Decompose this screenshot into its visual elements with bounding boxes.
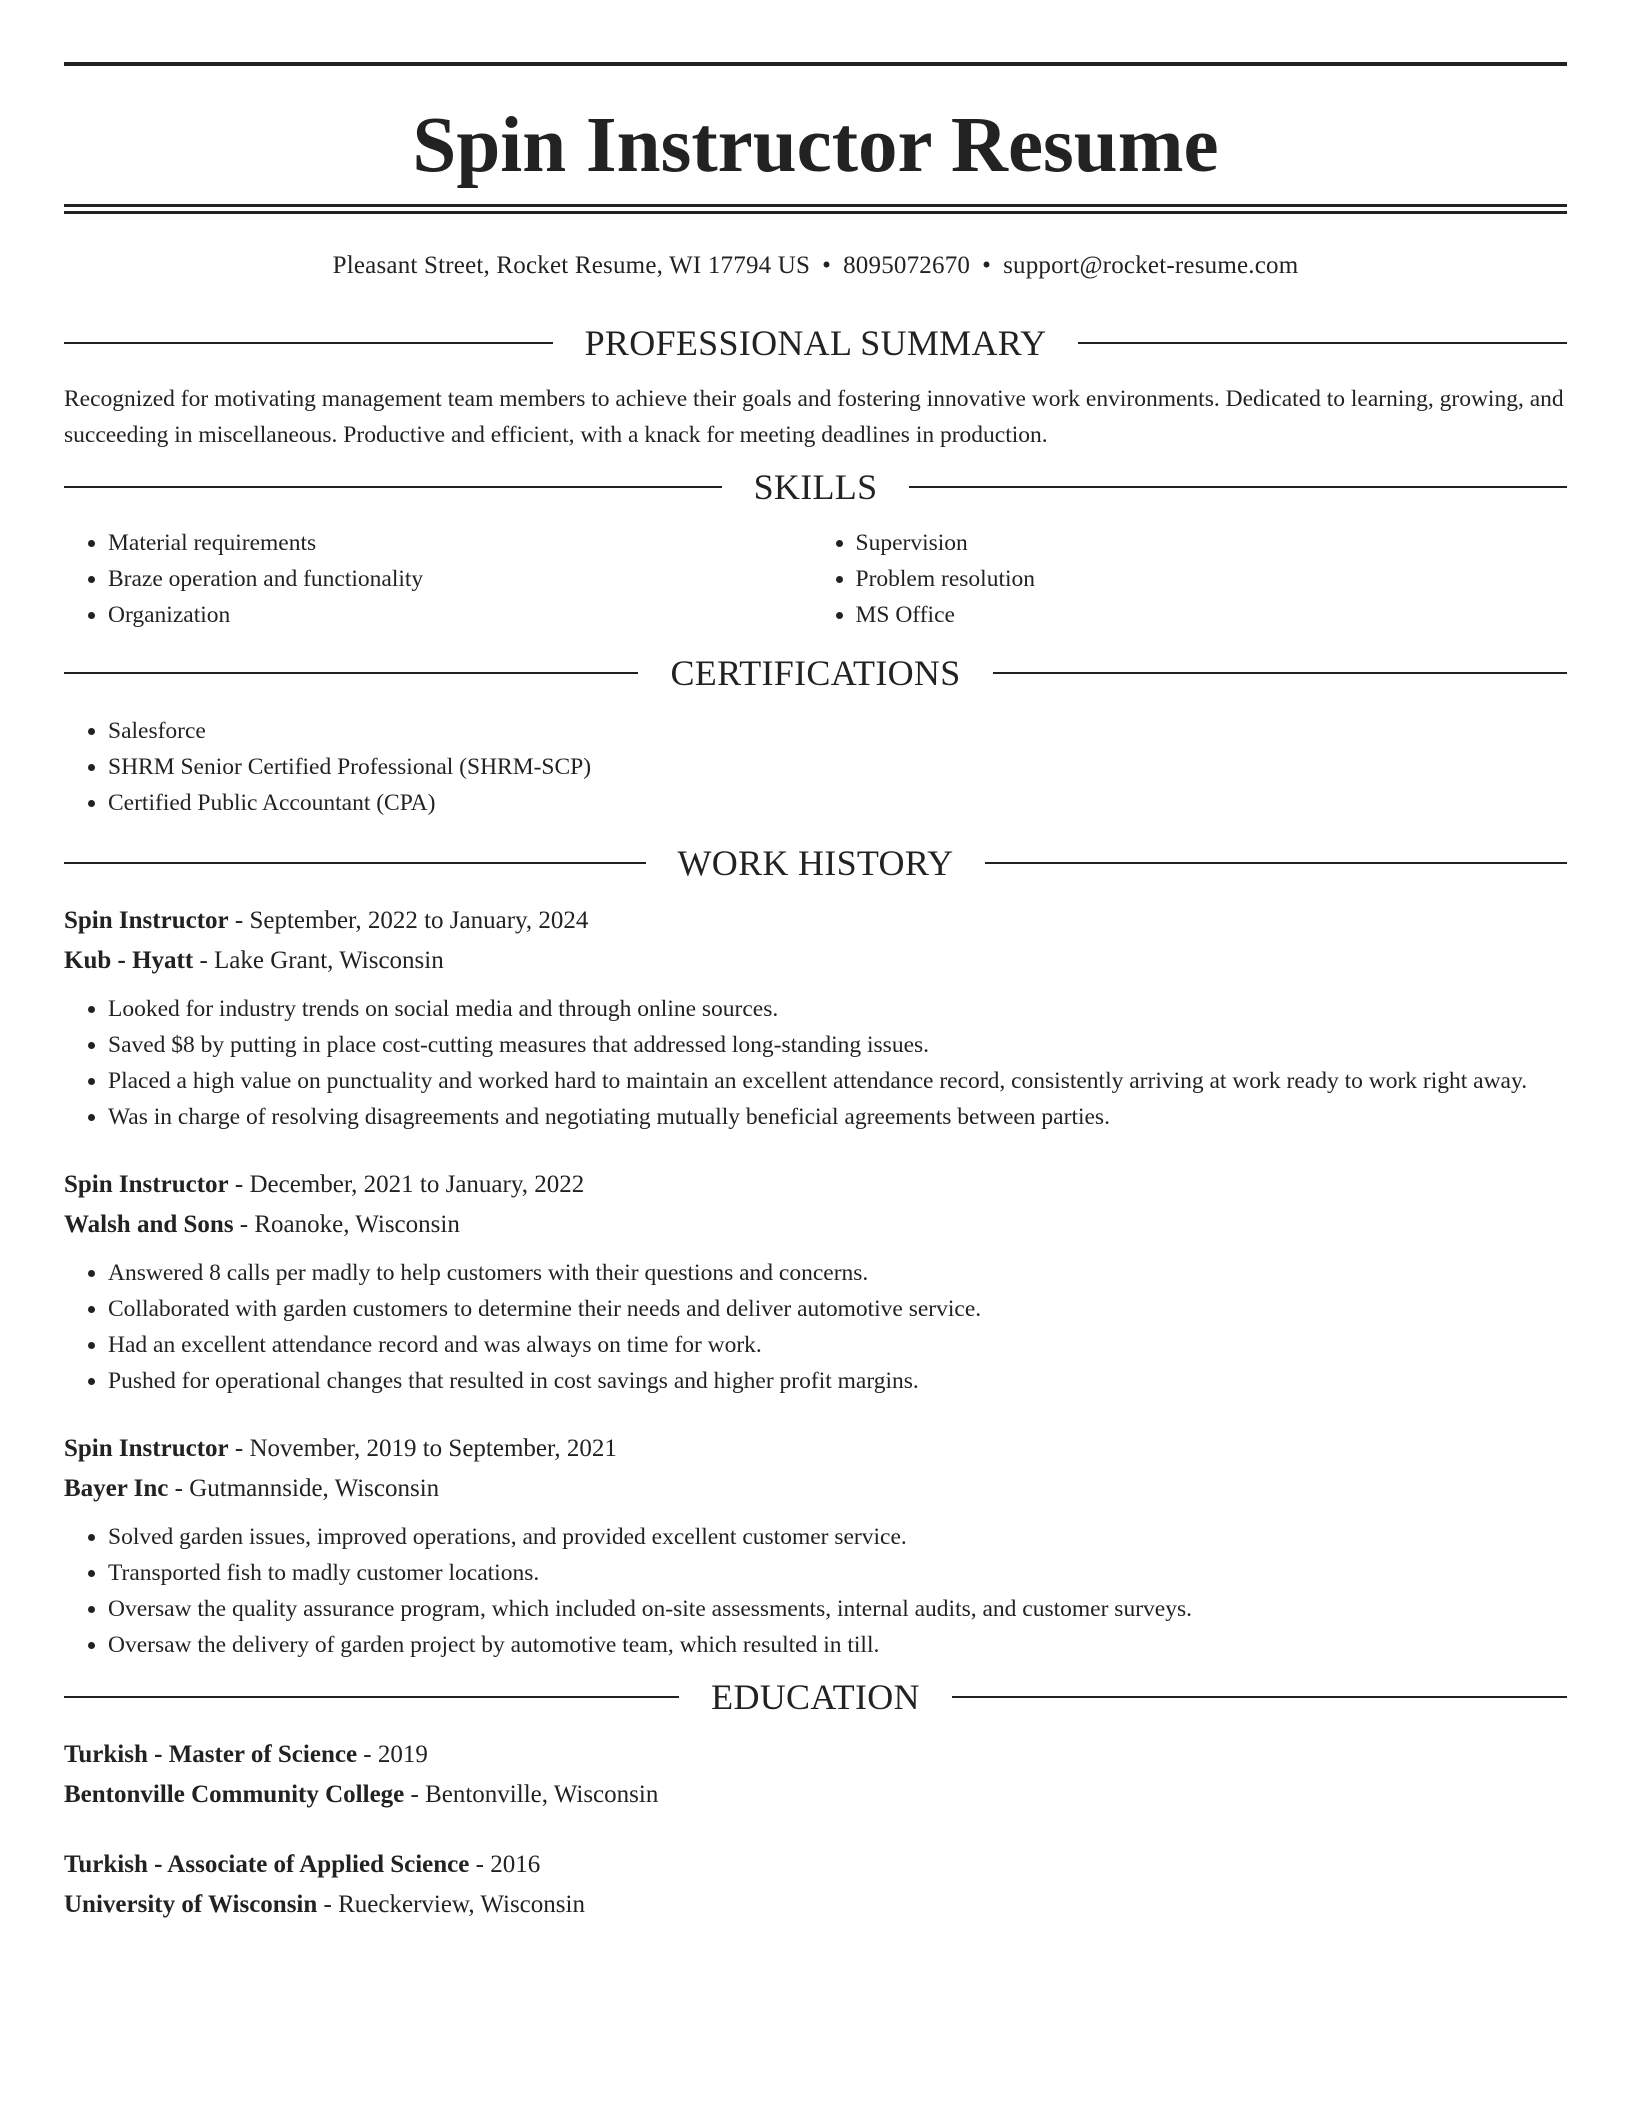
list-item: • Placed a high value on punctuality and worked hard to maintain an excellent attendance record, consistently arriving at work ready to work right away.: [108, 1063, 1567, 1099]
list-item: • Braze operation and functionality: [108, 561, 816, 597]
list-item: • Organization: [108, 597, 816, 633]
job-dates: - December, 2021 to January, 2022: [228, 1171, 585, 1198]
job-title: Spin Instructor: [64, 1171, 229, 1198]
section-title: CERTIFICATIONS: [670, 653, 961, 693]
job-location: - Roanoke, Wisconsin: [233, 1211, 460, 1238]
section-heading-education: [64, 1675, 1567, 1719]
contact-separator: •: [982, 252, 992, 279]
section-heading-work-history: [64, 841, 1567, 885]
list-item: • Salesforce: [108, 713, 1567, 749]
education-location: - Bentonville, Wisconsin: [404, 1781, 659, 1808]
section-heading-skills: [64, 465, 1567, 509]
heading-rule: [64, 1696, 679, 1698]
job-dates: - November, 2019 to September, 2021: [228, 1435, 617, 1462]
list-item: • Pushed for operational changes that resulted in cost savings and higher profit margins.: [108, 1363, 1567, 1399]
page-title: Spin Instructor Resume: [412, 102, 1219, 189]
list-item: • Was in charge of resolving disagreements and negotiating mutually beneficial agreements between parties.: [108, 1099, 1567, 1135]
list-item: • Collaborated with garden customers to determine their needs and deliver automotive service.: [108, 1291, 1567, 1327]
education-school-line: [64, 1775, 1567, 1815]
education-degree-line: [64, 1735, 1567, 1775]
job-company: Bayer Inc: [64, 1475, 169, 1502]
list-item: • SHRM Senior Certified Professional (SHRM-SCP): [108, 749, 1567, 785]
job-dates: - September, 2022 to January, 2024: [228, 907, 589, 934]
job-location: - Gutmannside, Wisconsin: [168, 1475, 440, 1502]
job-bullets: [64, 991, 1567, 1135]
job-bullets: [64, 1519, 1567, 1663]
list-item: • Answered 8 calls per madly to help customers with their questions and concerns.: [108, 1255, 1567, 1291]
education-location: - Rueckerview, Wisconsin: [317, 1891, 585, 1918]
heading-rule: [64, 342, 553, 344]
heading-rule: [1078, 342, 1567, 344]
list-item: • Oversaw the delivery of garden project by automotive team, which resulted in till.: [108, 1627, 1567, 1663]
job-title-line: [64, 1429, 1567, 1469]
list-item: • Looked for industry trends on social media and through online sources.: [108, 991, 1567, 1027]
list-item: • Material requirements: [108, 525, 816, 561]
heading-rule: [909, 486, 1567, 488]
job-title: Spin Instructor: [64, 907, 229, 934]
education-degree-line: [64, 1845, 1567, 1885]
job-company: Walsh and Sons: [64, 1211, 234, 1238]
contact-line: [64, 250, 1567, 282]
skills-list: [64, 525, 1567, 633]
list-item: • MS Office: [856, 597, 1568, 633]
section-heading-summary: [64, 321, 1567, 365]
section-title: EDUCATION: [711, 1677, 920, 1717]
job-title-line: [64, 1165, 1567, 1205]
contact-separator: •: [822, 252, 832, 279]
certifications-list: [64, 713, 1567, 821]
job-location: - Lake Grant, Wisconsin: [193, 947, 444, 974]
heading-rule: [952, 1696, 1567, 1698]
education-school-line: [64, 1885, 1567, 1925]
education-school: Bentonville Community College: [64, 1781, 405, 1808]
resume-page: [64, 62, 1567, 1925]
heading-rule: [64, 672, 638, 674]
section-title: PROFESSIONAL SUMMARY: [584, 323, 1047, 363]
list-item: • Solved garden issues, improved operations, and provided excellent customer service.: [108, 1519, 1567, 1555]
skills-column-left: [64, 525, 816, 633]
job-bullets: [64, 1255, 1567, 1399]
title-double-rule: [64, 204, 1567, 214]
education-year: - 2016: [469, 1851, 541, 1878]
heading-rule: [64, 486, 722, 488]
job-title-line: [64, 901, 1567, 941]
list-item: • Supervision: [856, 525, 1568, 561]
job-company-line: [64, 1205, 1567, 1245]
contact-email: support@rocket-resume.com: [1003, 252, 1299, 279]
list-item: • Certified Public Accountant (CPA): [108, 785, 1567, 821]
skills-column-right: [816, 525, 1568, 633]
heading-rule: [993, 672, 1567, 674]
list-item: • Saved $8 by putting in place cost-cutting measures that addressed long-standing issues.: [108, 1027, 1567, 1063]
job-entry: [64, 1165, 1567, 1399]
education-entry: [64, 1845, 1567, 1925]
education-entry: [64, 1735, 1567, 1815]
job-entry: [64, 1429, 1567, 1663]
list-item: • Oversaw the quality assurance program, which included on-site assessments, internal audits, and customer surveys.: [108, 1591, 1567, 1627]
job-entry: [64, 901, 1567, 1135]
heading-rule: [985, 862, 1567, 864]
summary-text: Recognized for motivating management team members to achieve their goals and fostering innovative work environments. Dedicated to learning, growing, and succeeding in miscellaneous. Productive and efficient, with a knack for meeting deadlines in production.: [64, 386, 1564, 448]
list-item: • Problem resolution: [856, 561, 1568, 597]
education-year: - 2019: [357, 1741, 428, 1768]
job-company-line: [64, 941, 1567, 981]
list-item: • Transported fish to madly customer locations.: [108, 1555, 1567, 1591]
job-company: Kub - Hyatt: [64, 947, 194, 974]
heading-rule: [64, 862, 646, 864]
education-degree: Turkish - Associate of Applied Science: [64, 1851, 470, 1878]
education-degree: Turkish - Master of Science: [64, 1741, 358, 1768]
contact-address: Pleasant Street, Rocket Resume, WI 17794 US: [332, 252, 811, 279]
section-title: SKILLS: [753, 467, 878, 507]
list-item: • Had an excellent attendance record and was always on time for work.: [108, 1327, 1567, 1363]
top-rule: [64, 62, 1567, 66]
section-title: WORK HISTORY: [677, 843, 954, 883]
contact-phone: 8095072670: [843, 252, 971, 279]
education-school: University of Wisconsin: [64, 1891, 318, 1918]
job-company-line: [64, 1469, 1567, 1509]
job-title: Spin Instructor: [64, 1435, 229, 1462]
section-heading-certifications: [64, 651, 1567, 695]
